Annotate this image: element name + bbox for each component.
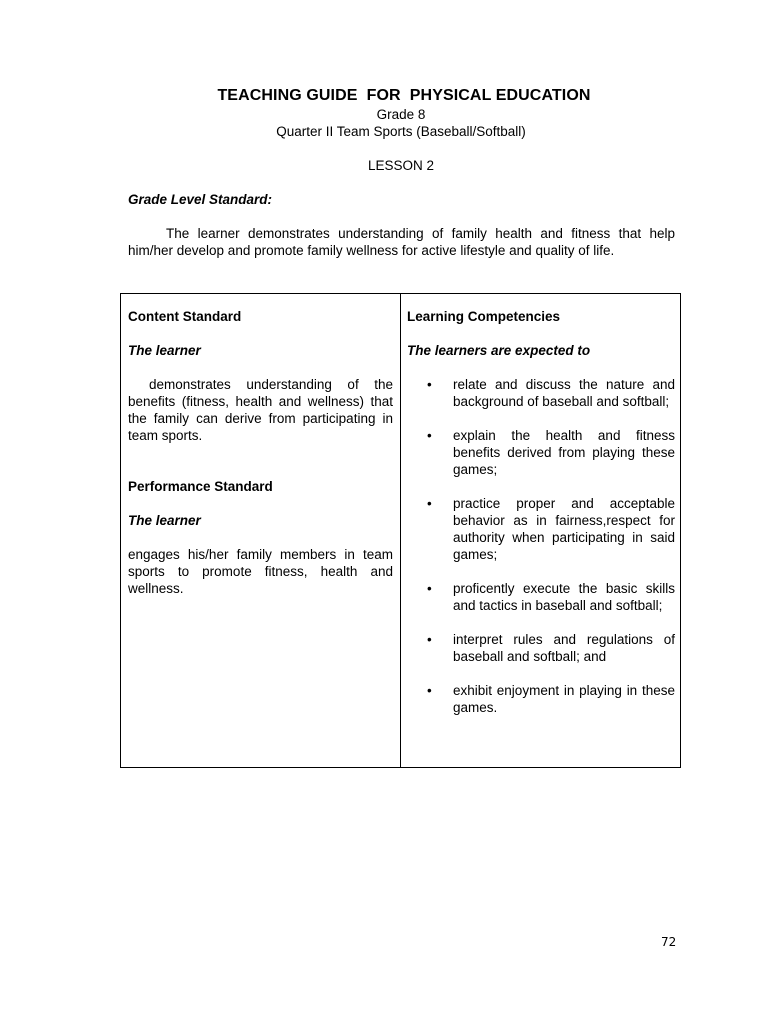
bullet-icon: • bbox=[427, 683, 432, 698]
bullet-icon: • bbox=[427, 632, 432, 647]
list-item bbox=[407, 427, 675, 478]
performance-standard-text: engages his/her family members in team sports to promote fitness, health and wellness. bbox=[128, 547, 393, 596]
list-item bbox=[407, 376, 675, 410]
competency-text: interpret rules and regulations of baseball and softball; and bbox=[453, 632, 675, 664]
learning-competencies-heading: Learning Competencies bbox=[407, 309, 561, 324]
bullet-icon: • bbox=[427, 428, 432, 443]
bullet-icon: • bbox=[427, 581, 432, 596]
bullet-icon: • bbox=[427, 496, 432, 511]
learning-competencies-subheading: The learners are expected to bbox=[407, 343, 591, 358]
standards-column bbox=[128, 308, 393, 597]
list-item bbox=[407, 631, 675, 665]
grade-label: Grade 8 bbox=[376, 107, 426, 122]
performance-standard-heading: Performance Standard bbox=[128, 479, 273, 494]
competency-text: explain the health and fitness benefits derived from playing these games; bbox=[453, 428, 675, 477]
content-standard-subheading: The learner bbox=[128, 343, 201, 358]
competency-text: exhibit enjoyment in playing in these games. bbox=[453, 683, 675, 715]
content-standard-heading: Content Standard bbox=[128, 309, 242, 324]
competencies-column bbox=[407, 308, 675, 733]
quarter-label: Quarter II Team Sports (Baseball/Softball) bbox=[276, 124, 526, 139]
competency-text: proficently execute the basic skills and tactics in baseball and softball; bbox=[453, 581, 675, 613]
performance-standard-subheading: The learner bbox=[128, 513, 201, 528]
grade-level-standard-text: The learner demonstrates understanding of family health and fitness that help him/her develop and promote family wellness for active lifestyle and quality of life. bbox=[128, 226, 675, 258]
lesson-label: LESSON 2 bbox=[367, 158, 435, 173]
content-standard-text: demonstrates understanding of the benefits (fitness, health and wellness) that the family can derive from participating in team sports. bbox=[128, 377, 393, 443]
grade-level-standard-heading: Grade Level Standard: bbox=[128, 192, 273, 207]
competency-text: relate and discuss the nature and background of baseball and softball; bbox=[453, 377, 675, 409]
standards-table bbox=[120, 293, 681, 768]
competency-text: practice proper and acceptable behavior as in fairness,respect for authority when participating in said games; bbox=[453, 496, 675, 562]
list-item bbox=[407, 580, 675, 614]
list-item bbox=[407, 682, 675, 716]
page-number: 72 bbox=[661, 935, 677, 949]
column-divider bbox=[400, 294, 401, 767]
list-item bbox=[407, 495, 675, 563]
competency-list bbox=[407, 376, 675, 716]
bullet-icon: • bbox=[427, 377, 432, 392]
document-title: TEACHING GUIDE FOR PHYSICAL EDUCATION bbox=[217, 87, 591, 104]
